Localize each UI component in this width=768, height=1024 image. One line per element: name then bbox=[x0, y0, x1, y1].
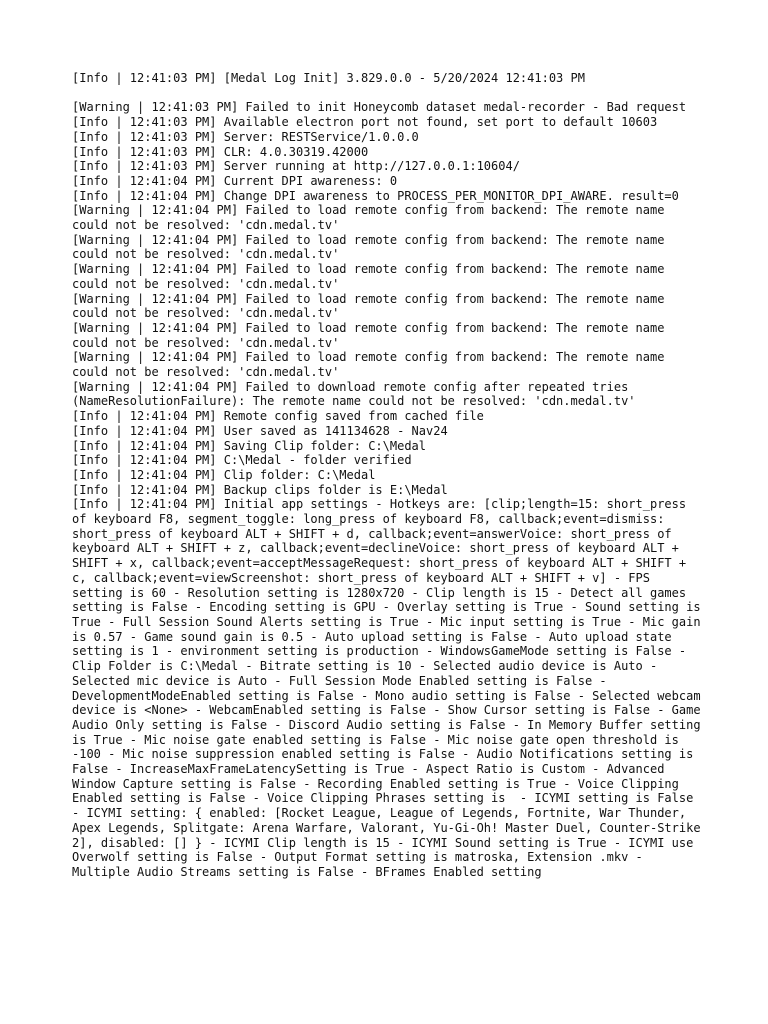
log-line: [Info | 12:41:04 PM] Remote config saved from cached file bbox=[72, 409, 484, 424]
log-line: [Warning | 12:41:04 PM] Failed to download remote config after repeated tries (NameResolutionFailure): The remote name could not be resolved: 'cdn.medal.tv' bbox=[72, 379, 636, 409]
log-line: [Warning | 12:41:04 PM] Failed to load remote config from backend: The remote name could not be resolved: 'cdn.medal.tv' bbox=[72, 232, 672, 262]
log-line: [Info | 12:41:04 PM] Initial app settings - Hotkeys are: [clip;length=15: short_press of keyboard F8, segment_toggle: long_press of keyboard F8, callback;event=dismiss: short_press of keyboard ALT + SHIFT + d, callback;event=answerVoice: short_press of keyboard ALT + SHIFT + z, callback;event=declineVoice: short_press of keyboard ALT + SHIFT + x, callback;event=acceptMessageRequest: short_press of keyboard ALT + SHIFT + c, callback;event=viewScreenshot: short_press of keyboard ALT + SHIFT + v] - FPS setting is 60 - Resolution setting is 1280x720 - Clip length is 15 - Detect all games setting is False - Encoding setting is GPU - Overlay setting is True - Sound setting is True - Full Session Sound Alerts setting is True - Mic input setting is True - Mic gain is 0.57 - Game sound gain is 0.5 - Auto upload setting is False - Auto upload state setting is 1 - environment setting is production - WindowsGameMode setting is False - Clip Folder is C:\Medal - Bitrate setting is 10 - Selected audio device is Auto - Selected mic device is Auto - Full Session Mode Enabled setting is False - DevelopmentModeEnabled setting is False - Mono audio setting is False - Selected webcam device is <None> - WebcamEnabled setting is False - Show Cursor setting is False - Game Audio Only setting is False - Discord Audio setting is False - In Memory Buffer setting is True - Mic noise gate enabled setting is False - Mic noise gate open threshold is -100 - Mic noise suppression enabled setting is False - Audio Notifications setting is False - IncreaseMaxFrameLatencySetting is True - Aspect Ratio is Custom - Advanced Window Capture setting is False - Recording Enabled setting is True - Voice Clipping Enabled setting is False - Voice Clipping Phrases setting is - ICYMI setting is False - ICYMI setting: { enabled: [Rocket League, League of Legends, Fortnite, War Thunder, Apex Legends, Splitgate: Arena Warfare, Valorant, Yu-Gi-Oh! Master Duel, Counter-Strike 2], disabled: [] } - ICYMI Clip length is 15 - ICYMI Sound setting is True - ICYMI use Overwolf setting is False - Output Format setting is matroska, Extension .mkv - Multiple Audio Streams setting is False - BFrames Enabled setting bbox=[72, 497, 708, 879]
log-line: [Info | 12:41:03 PM] Available electron port not found, set port to default 10603 bbox=[72, 115, 658, 130]
log-header-line: [Info | 12:41:03 PM] [Medal Log Init] 3.829.0.0 - 5/20/2024 12:41:03 PM bbox=[72, 71, 585, 85]
log-line: [Info | 12:41:03 PM] Server: RESTService/1.0.0.0 bbox=[72, 129, 419, 144]
log-line: [Warning | 12:41:04 PM] Failed to load remote config from backend: The remote name could not be resolved: 'cdn.medal.tv' bbox=[72, 203, 672, 233]
log-line: [Warning | 12:41:04 PM] Failed to load remote config from backend: The remote name could not be resolved: 'cdn.medal.tv' bbox=[72, 320, 672, 350]
blank-line bbox=[72, 86, 702, 101]
log-line: [Info | 12:41:04 PM] Backup clips folder is E:\Medal bbox=[72, 482, 448, 497]
log-line: [Warning | 12:41:04 PM] Failed to load remote config from backend: The remote name could not be resolved: 'cdn.medal.tv' bbox=[72, 262, 672, 291]
log-line: [Info | 12:41:03 PM] Server running at http://127.0.0.1:10604/ bbox=[72, 159, 520, 174]
log-line: [Info | 12:41:04 PM] C:\Medal - folder verified bbox=[72, 453, 412, 468]
log-line: [Info | 12:41:03 PM] CLR: 4.0.30319.42000 bbox=[72, 144, 369, 159]
log-line: [Info | 12:41:04 PM] Clip folder: C:\Medal bbox=[72, 467, 376, 482]
log-line: [Info | 12:41:04 PM] User saved as 141134628 - Nav24 bbox=[72, 423, 448, 438]
log-line: [Warning | 12:41:03 PM] Failed to init Honeycomb dataset medal-recorder - Bad request bbox=[72, 100, 687, 115]
log-document bbox=[72, 71, 708, 880]
log-line: [Warning | 12:41:04 PM] Failed to load remote config from backend: The remote name could not be resolved: 'cdn.medal.tv' bbox=[72, 350, 672, 380]
log-line: [Info | 12:41:04 PM] Saving Clip folder: C:\Medal bbox=[72, 438, 427, 453]
log-line: [Info | 12:41:04 PM] Current DPI awareness: 0 bbox=[72, 173, 398, 188]
log-line: [Info | 12:41:04 PM] Change DPI awareness to PROCESS_PER_MONITOR_DPI_AWARE. result=0 bbox=[72, 188, 679, 203]
log-line: [Warning | 12:41:04 PM] Failed to load remote config from backend: The remote name could not be resolved: 'cdn.medal.tv' bbox=[72, 291, 672, 321]
